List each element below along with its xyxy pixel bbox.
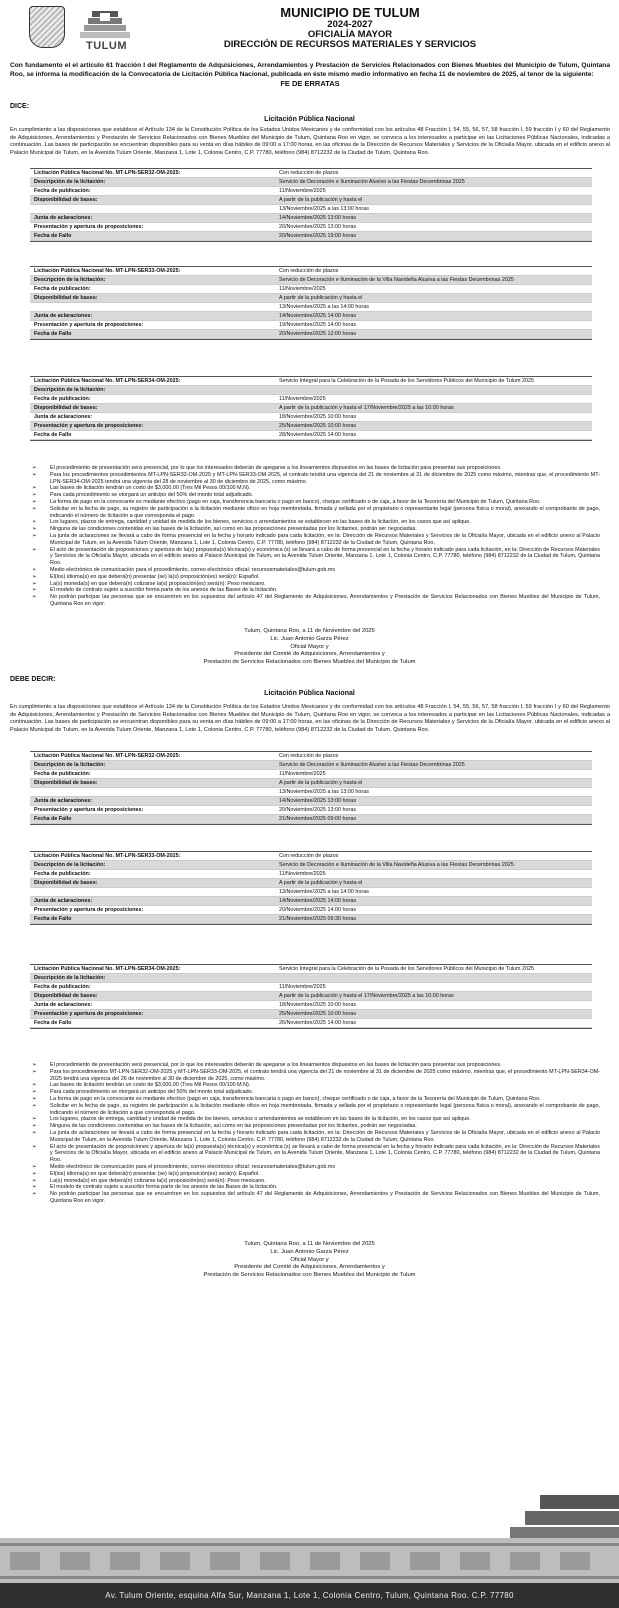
row-label: Descripción de la licitación:	[34, 761, 106, 768]
row-label: Fecha de publicación:	[34, 285, 91, 292]
dice-paragraph: En cumplimiento a las disposiciones que establece el Artículo 134 de la Constitución Política de los Estados Unidos Mexicanos y de conformidad con los artículos 48 Fracción I, 54, 55, 56, 57, 58 fracción I, 59 fracción I y 60 del Reglamento de Adquisiciones, Arrendamientos y Prestación de Servicios Relacionados con Bienes Muebles del Municipio de Tulum, Quintana Roo en vigor, se convoca a los interesados a participar en las Licitaciones Públicas Nacionales, indicadas a continuación. Las bases de participación se encuentran disponibles para su venta en días hábiles de 09:00 a 17:00 horas, en las oficinas de la Dirección de Recursos Materiales y Servicios de la Oficialía Mayor, ubicada en el edificio anexo al Palacio Municipal de Tulum, en la Avenida Tulum Oriente, Manzana 1, Lote 1, Colonia Centro, C.P. 77780, teléfono (984) 8712232 de la Ciudad de Tulum, Quintana Roo.	[10, 127, 610, 156]
row-label: Fecha de Fallo	[34, 1019, 72, 1026]
row-value: 21/Noviembre/2025 09:30 horas	[279, 915, 357, 922]
coat-of-arms-icon	[29, 6, 65, 48]
row-value: 26/Noviembre/2025 14:00 horas	[279, 1019, 357, 1026]
dice-label: DICE:	[10, 103, 30, 110]
list-item: ➢ Para cada procedimiento se otorgará un anticipo del 50% del monto total adjudicado.	[32, 1089, 600, 1096]
table-row	[30, 888, 592, 897]
row-value: A partir de la publicación y hasta el	[279, 294, 363, 301]
table-row	[30, 294, 592, 303]
dice-table-ser34	[30, 376, 592, 441]
list-item: ➢ Medio electrónico de comunicación para el procedimiento, correo electrónico oficial: recursosmateriales@tulum.gob.mx	[32, 1164, 600, 1171]
row-label: Fecha de Fallo	[34, 232, 72, 239]
header-titles	[150, 6, 550, 50]
row-value: 13/Noviembre/2025 a las 14:00 horas	[279, 303, 369, 310]
table-row	[30, 422, 592, 431]
row-label: Descripción de la licitación:	[34, 276, 106, 283]
list-item: ➢ La junta de aclaraciones se llevará a cabo de forma presencial en la fecha y horario indicado para cada licitación, en la: Dirección de Recursos Materiales y Servicios de la Oficialía Mayor, ubicada en el edificio anexo al Palacio Municipal de Tulum, en la Avenida Tulum Oriente, Manzana 1, Lote 1, Colonia Centro, C.P. 77780, teléfono (984) 8712232 de la Ciudad de Tulum, Quintana Roo.	[32, 1130, 600, 1144]
row-value: Servicio Integral para la Celebración de la Posada de los Servidores Públicos del Municipio de Tulum 2025	[279, 377, 535, 384]
signature-line: Prestación de Servicios Relacionados con Bienes Muebles del Municipio de Tulum	[203, 659, 416, 666]
row-label: Presentación y apertura de proposiciones:	[34, 806, 144, 813]
row-label: Presentación y apertura de proposiciones:	[34, 906, 144, 913]
row-label: Licitación Pública Nacional No. MT-LPN-SER34-OM-2025:	[34, 965, 181, 972]
dice-section-title: Licitación Pública Nacional	[264, 116, 355, 123]
table-row	[30, 169, 592, 178]
table-row	[30, 1019, 592, 1028]
row-value: A partir de la publicación y hasta el 17/Noviembre/2025 a las 10:00 horas	[279, 992, 454, 999]
footer-address-ribbon: Av. Tulum Oriente, esquina Alfa Sur, Manzana 1, Lote 1, Colonia Centro, Tulum, Quintana Roo. C.P. 77780	[0, 1583, 619, 1608]
table-row	[30, 386, 592, 395]
list-item: ➢ Los lugares, plazos de entrega, cantidad y unidad de medida de los bienes, servicios o arrendamientos se establecen en las bases de la licitación, en los casos que así aplique.	[32, 519, 600, 526]
row-label: Disponibilidad de bases:	[34, 294, 98, 301]
row-label: Descripción de la licitación:	[34, 861, 106, 868]
row-label: Junta de aclaraciones:	[34, 214, 93, 221]
table-row	[30, 806, 592, 815]
table-row	[30, 276, 592, 285]
row-label: Licitación Pública Nacional No. MT-LPN-SER32-OM-2025:	[34, 752, 181, 759]
list-item: ➢ Ninguna de las condiciones contenidas en las bases de la licitación, así como en las proposiciones presentadas por los licitantes, podrán ser negociadas.	[32, 1123, 600, 1130]
row-value: 14/Noviembre/2025 14:00 horas	[279, 312, 357, 319]
header	[0, 0, 619, 60]
row-value: 11/Noviembre/2025	[279, 285, 326, 292]
debe-section-title: Licitación Pública Nacional	[264, 690, 355, 697]
table-row	[30, 788, 592, 797]
table-row	[30, 214, 592, 223]
signature-line: Oficial Mayor y	[290, 1256, 329, 1263]
row-value: Servicio de Decoración e Iluminación de la Villa Navideña Alusiva a las Fiestas Decembrinas 2025	[279, 861, 514, 868]
row-value: 18/Noviembre/2025 10:00 horas	[279, 1001, 357, 1008]
list-item: ➢ No podrán participar las personas que se encuentren en los supuestos del artículo 47 del Reglamento de Adquisiciones, Arrendamientos y Prestación de Servicios Relacionados con Bienes Muebles del Municipio de Tulum, Quintana Roo en vigor.	[32, 1191, 600, 1205]
row-label: Disponibilidad de bases:	[34, 196, 98, 203]
row-label: Fecha de publicación:	[34, 870, 91, 877]
debe-table-ser33	[30, 851, 592, 925]
row-label: Licitación Pública Nacional No. MT-LPN-SER32-OM-2025:	[34, 169, 181, 176]
row-label: Fecha de Fallo	[34, 915, 72, 922]
row-label: Disponibilidad de bases:	[34, 779, 98, 786]
debe-signature-block	[0, 1241, 619, 1280]
row-value: A partir de la publicación y hasta el	[279, 779, 363, 786]
table-row	[30, 285, 592, 294]
footer-fret-pattern-icon	[0, 1538, 619, 1583]
row-label: Junta de aclaraciones:	[34, 413, 93, 420]
row-value: 11/Noviembre/2025	[279, 395, 326, 402]
list-item: ➢ Los lugares, plazos de entrega, cantidad y unidad de medida de los bienes, servicios o arrendamientos se establecen en las bases de la licitación, en los casos que así aplique.	[32, 1116, 600, 1123]
table-row	[30, 770, 592, 779]
row-value: 20/Noviembre/2025 14:00 horas	[279, 906, 357, 913]
list-item: ➢ La forma de pago en la convocante es mediante efectivo (pago en caja, transferencia bancaria o pago en banco), cheque certificado o de caja, a favor de la Tesorería del Municipio de Tulum, Quintana Roo.	[32, 499, 600, 506]
list-item: ➢ No podrán participar las personas que se encuentren en los supuestos del artículo 47 del Reglamento de Adquisiciones, Arrendamientos y Prestación de Servicios Relacionados con Bienes Muebles del Municipio de Tulum, Quintana Roo en vigor.	[32, 594, 600, 608]
row-value: 19/Noviembre/2025 14:00 horas	[279, 321, 357, 328]
list-item: ➢ Solicitar en la fecha de pago, su registro de participación a la licitación mediante oficio en hoja membretada, firmada y sellada por el propietario o representante legal (persona física o moral), anexando el comprobante de pago, indicando el número de licitación a que corresponda el pago.	[32, 1103, 600, 1117]
list-item: ➢ Las bases de licitación tendrán un costo de $3,000.00 (Tres Mil Pesos 00/100 M.N).	[32, 485, 600, 492]
table-row	[30, 752, 592, 761]
row-value: 11/Noviembre/2025	[279, 187, 326, 194]
table-row	[30, 196, 592, 205]
row-value: 14/Noviembre/2025 13:00 horas	[279, 214, 357, 221]
row-label: Descripción de la licitación:	[34, 178, 106, 185]
list-item: ➢ La(s) moneda(s) en que deberá(n) cotizarse la(s) proposición(es) será(n): Peso mexicano.	[32, 581, 600, 588]
table-row	[30, 404, 592, 413]
municipality-title: MUNICIPIO DE TULUM	[280, 5, 420, 20]
list-item: ➢ Para cada procedimiento se otorgará un anticipo del 50% del monto total adjudicado.	[32, 492, 600, 499]
row-label: Fecha de publicación:	[34, 187, 91, 194]
row-label: Presentación y apertura de proposiciones:	[34, 223, 144, 230]
row-label: Junta de aclaraciones:	[34, 897, 93, 904]
table-row	[30, 965, 592, 974]
row-value: Con reducción de plazos	[279, 752, 339, 759]
row-label: Disponibilidad de bases:	[34, 992, 98, 999]
table-row	[30, 992, 592, 1001]
table-row	[30, 879, 592, 888]
list-item: ➢ El(los) idioma(s) en que deberá(n) presentar (se) la(s) proposición(es) será(n): Español.	[32, 574, 600, 581]
row-value: 13/Noviembre/2025 a las 13:00 horas	[279, 205, 369, 212]
table-row	[30, 906, 592, 915]
table-row	[30, 815, 592, 824]
signature-line: Prestación de Servicios Relacionados con Bienes Muebles del Municipio de Tulum	[203, 1272, 416, 1279]
list-item: ➢ Para los procedimientos procedimientos MT-LPN-SER32-OM-2025 y MT-LPN-SER33-OM-2025, el contrato tendrá una vigencia del 21 de noviembre al 31 de diciembre de 2025 como máximo, mientras que, el procedimiento MT-LPN-SER34-OM-2025 tendrá una vigencia del 28 de noviembre al 30 de diciembre de 2025, como máximo.	[32, 472, 600, 486]
row-label: Presentación y apertura de proposiciones:	[34, 321, 144, 328]
list-item: ➢ La forma de pago en la convocante es mediante efectivo (pago en caja, transferencia bancaria o pago en banco), cheque certificado o de caja, a favor de la Tesorería del Municipio de Tulum, Quintana Roo.	[32, 1096, 600, 1103]
dice-table-ser33	[30, 266, 592, 340]
table-row	[30, 779, 592, 788]
table-row	[30, 267, 592, 276]
table-row	[30, 861, 592, 870]
signature-line: Tulum, Quintana Roo, a 11 de Noviembre del 2025	[244, 628, 375, 634]
row-value: Servicio Integral para la Celebración de la Posada de los Servidores Públicos del Municipio de Tulum 2025	[279, 965, 535, 972]
row-label: Presentación y apertura de proposiciones:	[34, 422, 144, 429]
table-row	[30, 178, 592, 187]
signature-line: Tulum, Quintana Roo, a 11 de Noviembre del 2025	[244, 1241, 375, 1247]
row-value: 18/Noviembre/2025 10:00 horas	[279, 413, 357, 420]
row-value: 11/Noviembre/2025	[279, 770, 326, 777]
table-row	[30, 431, 592, 440]
debe-decir-label: DEBE DECIR:	[10, 676, 56, 683]
signature-line: Presidente del Comité de Adquisiciones, Arrendamientos y	[234, 1264, 385, 1271]
logo-text: TULUM	[86, 40, 127, 52]
row-label: Licitación Pública Nacional No. MT-LPN-SER33-OM-2025:	[34, 267, 181, 274]
row-label: Licitación Pública Nacional No. MT-LPN-SER34-OM-2025:	[34, 377, 181, 384]
row-label: Disponibilidad de bases:	[34, 879, 98, 886]
row-label: Fecha de publicación:	[34, 770, 91, 777]
list-item: ➢ El procedimiento de presentación será presencial, por lo que los interesados deberán de apegarse a los lineamientos dispuestos en las bases de licitación para presentar sus proposiciones.	[32, 1062, 600, 1069]
table-row	[30, 761, 592, 770]
signature-line: Lic. Juan Antonio Garza Pérez	[270, 635, 349, 642]
dice-conditions-list	[32, 465, 600, 608]
row-label: Junta de aclaraciones:	[34, 797, 93, 804]
table-row	[30, 303, 592, 312]
list-item: ➢ La(s) moneda(s) en que deberá(n) cotizarse la(s) proposición(es) será(n): Peso mexicano.	[32, 1178, 600, 1185]
list-item: ➢ Solicitar en la fecha de pago, su registro de participación a la licitación mediante oficio en hoja membretada, firmada y sellada por el propietario o representante legal (persona física o moral), anexando el comprobante de pago, indicando el número de licitación a que corresponda el pago.	[32, 506, 600, 520]
list-item: ➢ El acto de presentación de proposiciones y apertura de la(s) propuesta(s) técnica(s) y económica (s) se llevará a cabo de forma presencial en la fecha y horario indicado para cada licitación, en la: Dirección de Recursos Materiales y Servicios de la Oficialía Mayor, ubicada en el edificio anexo al Palacio Municipal de Tulum, en la Avenida Tulum Oriente, Manzana 1, Lote 1, Colonia Centro, C.P. 77780, teléfono (984) 8712232 de la Ciudad de Tulum, Quintana Roo.	[32, 1144, 600, 1164]
signature-line: Lic. Juan Antonio Garza Pérez	[270, 1248, 349, 1255]
row-value: Con reducción de plazos	[279, 267, 339, 274]
list-item: ➢ El procedimiento de presentación será presencial, por lo que los interesados deberán de apegarse a los lineamientos dispuestos en las bases de licitación para presentar sus proposiciones.	[32, 465, 600, 472]
table-row	[30, 1010, 592, 1019]
debe-conditions-list	[32, 1062, 600, 1205]
list-item: ➢ El(los) idioma(s) en que deberá(n) presentar (se) la(s) proposición(es) será(n): Español.	[32, 1171, 600, 1178]
dice-signature-block	[0, 628, 619, 667]
row-label: Licitación Pública Nacional No. MT-LPN-SER33-OM-2025:	[34, 852, 181, 859]
signature-line: Presidente del Comité de Adquisiciones, Arrendamientos y	[234, 651, 385, 658]
table-row	[30, 413, 592, 422]
table-row	[30, 377, 592, 386]
table-row	[30, 223, 592, 232]
table-row	[30, 897, 592, 906]
row-value: A partir de la publicación y hasta el 17/Noviembre/2025 a las 10:00 horas	[279, 404, 454, 411]
office-title: OFICIALÍA MAYOR	[307, 29, 393, 40]
row-value: 14/Noviembre/2025 13:00 horas	[279, 797, 357, 804]
row-label: Descripción de la licitación:	[34, 386, 106, 393]
table-row	[30, 870, 592, 879]
debe-table-ser34	[30, 964, 592, 1029]
table-row	[30, 1001, 592, 1010]
list-item: ➢ Las bases de licitación tendrán un costo de $3,000.00 (Tres Mil Pesos 00/100 M.N).	[32, 1082, 600, 1089]
list-item: ➢ El modelo de contrato sujeto a suscribir forma parte de los anexos de las Bases de la licitación.	[32, 1184, 600, 1191]
table-row	[30, 187, 592, 196]
table-row	[30, 974, 592, 983]
row-value: 25/Noviembre/2025 10:00 horas	[279, 422, 357, 429]
row-value: 20/Noviembre/2025 19:00 horas	[279, 232, 357, 239]
row-value: 25/Noviembre/2025 10:00 horas	[279, 1010, 357, 1017]
intro-paragraph	[10, 61, 610, 88]
row-label: Fecha de Fallo	[34, 431, 72, 438]
table-row	[30, 983, 592, 992]
period: 2024-2027	[327, 19, 373, 30]
list-item: ➢ Ninguna de las condiciones contenidas en las bases de la licitación, así como en las proposiciones presentadas por los licitantes, podrán ser negociadas.	[32, 526, 600, 533]
dice-table-ser32	[30, 168, 592, 242]
row-value: Servicio de Decoración e Iluminación Alusivo a las Fiestas Decembrinas 2025	[279, 178, 465, 185]
row-value: Con reducción de plazos	[279, 852, 339, 859]
row-label: Junta de aclaraciones:	[34, 312, 93, 319]
table-row	[30, 312, 592, 321]
row-label: Disponibilidad de bases:	[34, 404, 98, 411]
row-label: Presentación y apertura de proposiciones:	[34, 1010, 144, 1017]
row-value: 13/Noviembre/2025 a las 13:00 horas	[279, 788, 369, 795]
table-row	[30, 205, 592, 214]
row-value: Servicio de Decoración e Iluminación de la Villa Navideña Alusiva a las Fiestas Decembrinas 2025	[279, 276, 514, 283]
direction-title: DIRECCIÓN DE RECURSOS MATERIALES Y SERVICIOS	[223, 39, 477, 50]
row-label: Fecha de Fallo	[34, 330, 72, 337]
table-row	[30, 852, 592, 861]
list-item: ➢ Medio electrónico de comunicación para el procedimiento, correo electrónico oficial: recursosmateriales@tulum.gob.mx	[32, 567, 600, 574]
list-item: ➢ La junta de aclaraciones se llevará a cabo de forma presencial en la fecha y horario indicado para cada licitación, en la: Dirección de Recursos Materiales y Servicios de la Oficialía Mayor, ubicada en el edificio anexo al Palacio Municipal de Tulum, en la Avenida Tulum Oriente, Manzana 1, Lote 1, Colonia Centro, C.P. 77780, teléfono (984) 8712232 de la Ciudad de Tulum, Quintana Roo.	[32, 533, 600, 547]
row-value: Servicio de Decoración e Iluminación Alusivo a las Fiestas Decembrinas 2025	[279, 761, 465, 768]
row-value: Con reducción de plazos	[279, 169, 339, 176]
row-label: Junta de aclaraciones:	[34, 1001, 93, 1008]
table-row	[30, 232, 592, 241]
fe-de-erratas-title: FE DE ERRATAS	[280, 79, 340, 88]
row-label: Fecha de Fallo	[34, 815, 72, 822]
list-item: ➢ El modelo de contrato sujeto a suscribir forma parte de los anexos de las Bases de la licitación.	[32, 587, 600, 594]
row-value: 14/Noviembre/2025 14:00 horas	[279, 897, 357, 904]
row-label: Fecha de publicación:	[34, 983, 91, 990]
table-row	[30, 330, 592, 339]
row-value: A partir de la publicación y hasta el	[279, 879, 363, 886]
row-label: Descripción de la licitación:	[34, 974, 106, 981]
row-value: A partir de la publicación y hasta el	[279, 196, 363, 203]
signature-line: Oficial Mayor y	[290, 643, 329, 650]
intro-text: Con fundamento el el artículo 61 fracción I del Reglamento de Adquisiciones, Arrendamientos y Prestación de Servicios Relacionados con Bienes Muebles del Municipio de Tulum, Quintana Roo, se informa la modificación de la Convocatoria de Licitación Pública Nacional, publicada en éste mismo medio informativo en fecha 11 de noviembre de 2025, al tenor de la siguiente:	[10, 62, 610, 78]
table-row	[30, 915, 592, 924]
row-label: Fecha de publicación:	[34, 395, 91, 402]
list-item: ➢ El acto de presentación de proposiciones y apertura de la(s) propuesta(s) técnica(s) y económica (s) se llevará a cabo de forma presencial en la fecha y horario indicado para cada licitación, en la: Dirección de Recursos Materiales y Servicios de la Oficialía Mayor, ubicada en el edificio anexo al Palacio Municipal de Tulum, en la Avenida Tulum Oriente, Manzana 1, Lote 1, Colonia Centro, C.P. 77780, teléfono (984) 8712232 de la Ciudad de Tulum, Quintana Roo.	[32, 547, 600, 567]
row-value: 20/Noviembre/2025 13:00 horas	[279, 806, 357, 813]
row-value: 13/Noviembre/2025 a las 14:00 horas	[279, 888, 369, 895]
debe-paragraph: En cumplimiento a las disposiciones que establece el Artículo 134 de la Constitución Política de los Estados Unidos Mexicanos y de conformidad con los artículos 48 Fracción I, 54, 55, 56, 57, 58 fracción I, 59 fracción I y 60 del Reglamento de Adquisiciones, Arrendamientos y Prestación de Servicios Relacionados con Bienes Muebles del Municipio de Tulum, Quintana Roo en vigor, se convoca a los interesados a participar en las Licitaciones Públicas Nacionales, indicadas a continuación. Las bases de participación se encuentran disponibles para su venta en días hábiles de 09:00 a 17:00 horas, en las oficinas de la Dirección de Recursos Materiales y Servicios de la Oficialía Mayor, ubicada en el edificio anexo al Palacio Municipal de Tulum, en la Avenida Tulum Oriente, Manzana 1, Lote 1, Colonia Centro, C.P. 77780, teléfono (984) 8712232 de la Ciudad de Tulum, Quintana Roo.	[10, 704, 610, 733]
row-value: 11/Noviembre/2025	[279, 870, 326, 877]
row-value: 20/Noviembre/2025 12:00 horas	[279, 330, 357, 337]
list-item: ➢ Para los procedimientos MT-LPN-SER32-OM-2025 y MT-LPN-SER33-OM-2025, el contrato tendrá una vigencia del 21 de noviembre al 31 de diciembre de 2025 como máximo, mientras que, el procedimiento MT-LPN-SER34-OM-2025 tendrá una vigencia del 26 de noviembre al 30 de diciembre de 2025, como máximo.	[32, 1069, 600, 1083]
row-value: 11/Noviembre/2025	[279, 983, 326, 990]
table-row	[30, 395, 592, 404]
row-value: 28/Noviembre/2025 14:00 horas	[279, 431, 357, 438]
table-row	[30, 321, 592, 330]
table-row	[30, 797, 592, 806]
debe-table-ser32	[30, 751, 592, 825]
row-value: 21/Noviembre/2025 09:00 horas	[279, 815, 357, 822]
row-value: 20/Noviembre/2025 13:00 horas	[279, 223, 357, 230]
